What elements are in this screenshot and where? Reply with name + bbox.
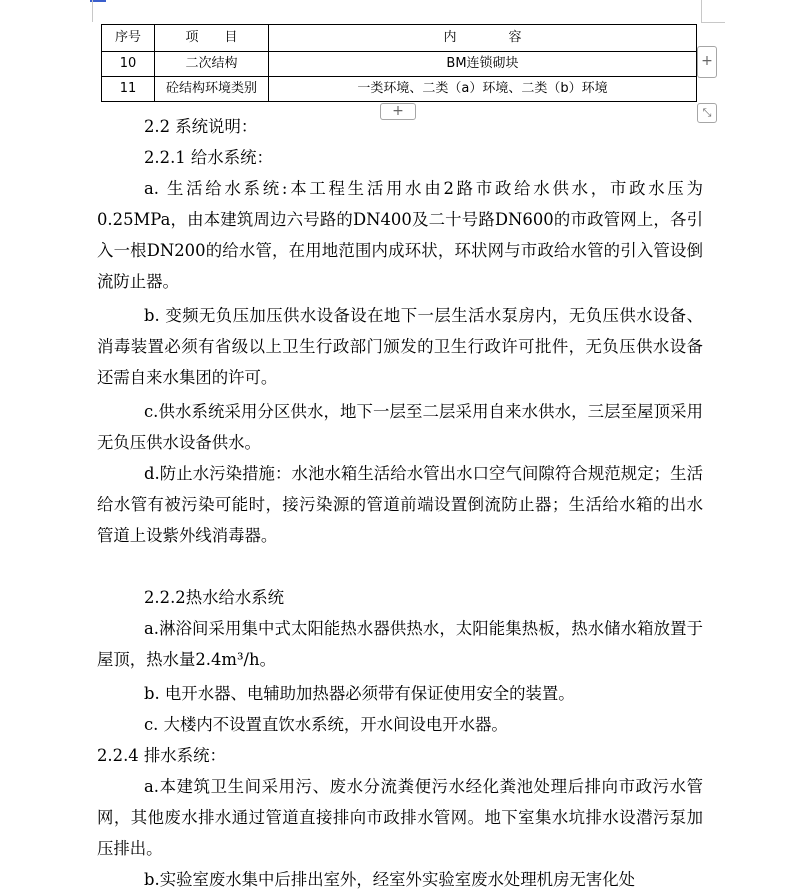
table-row: [102, 52, 697, 77]
cell-num[interactable]: 11: [102, 77, 155, 102]
cell-item[interactable]: 砼结构环境类别: [155, 77, 269, 102]
cell-num[interactable]: 10: [102, 52, 155, 77]
header-num[interactable]: 序号: [102, 25, 155, 52]
section-heading: 2.2.2热水给水系统: [144, 588, 285, 607]
paragraph: a.本建筑卫生间采用污、废水分流粪便污水经化粪池处理后排向市政污水管网，其他废水排水通过管道直接排向市政排水管网。地下室集水坑排水设潜污泵加压排出。: [97, 777, 703, 858]
header-content[interactable]: 内 容: [269, 25, 697, 52]
paragraph: a. 生活给水系统:本工程生活用水由2路市政给水供水，市政水压为0.25MPa，由本建筑周边六号路的DN400及二十号路DN600的市政管网上，各引入一根DN200的给水管，在用地范围内成环状，环状网与市政给水管的引入管设倒流防止器。: [97, 179, 703, 291]
paragraph: c.供水系统采用分区供水，地下一层至二层采用自来水供水，三层至屋顶采用无负压供水设备供水。: [97, 402, 703, 452]
add-column-button[interactable]: +: [697, 46, 717, 78]
spec-table[interactable]: [101, 24, 697, 102]
section-heading: 2.2.4 排水系统：: [97, 746, 226, 765]
cell-content[interactable]: BM连锁砌块: [269, 52, 697, 77]
document-body[interactable]: [97, 111, 703, 895]
table-header-row: [102, 25, 697, 52]
cell-item[interactable]: 二次结构: [155, 52, 269, 77]
section-heading: 2.2 系统说明：: [144, 117, 258, 136]
paragraph: b. 变频无负压加压供水设备设在地下一层生活水泵房内，无负压供水设备、消毒装置必须有省级以上卫生行政部门颁发的卫生行政许可批件，无负压供水设备还需自来水集团的许可。: [97, 306, 703, 387]
section-heading: 2.2.1 给水系统：: [144, 148, 273, 167]
paragraph: b. 电开水器、电辅助加热器必须带有保证使用安全的装置。: [144, 684, 575, 703]
paragraph: d.防止水污染措施：水池水箱生活给水管出水口空气间隙符合规范规定；生活给水管有被污染可能时，接污染源的管道前端设置倒流防止器；生活给水箱的出水管道上设紫外线消毒器。: [97, 464, 703, 545]
table-resize-handle-icon[interactable]: ⤡: [697, 103, 717, 123]
header-item[interactable]: 项 目: [155, 25, 269, 52]
paragraph: c. 大楼内不设置直饮水系统，开水间设电开水器。: [144, 715, 508, 734]
cell-content[interactable]: 一类环境、二类（a）环境、二类（b）环境: [269, 77, 697, 102]
paragraph: a.淋浴间采用集中式太阳能热水器供热水，太阳能集热板，热水储水箱放置于屋顶，热水量2.4m³/h。: [97, 619, 703, 669]
page-margin-mark: [92, 0, 93, 22]
page-margin-mark: [701, 22, 725, 23]
table-row: [102, 77, 697, 102]
page-margin-mark: [701, 0, 702, 22]
add-row-button[interactable]: +: [380, 103, 416, 120]
blank-line: [97, 551, 703, 582]
paragraph: b.实验室废水集中后排出室外，经室外实验室废水处理机房无害化处: [144, 870, 636, 889]
